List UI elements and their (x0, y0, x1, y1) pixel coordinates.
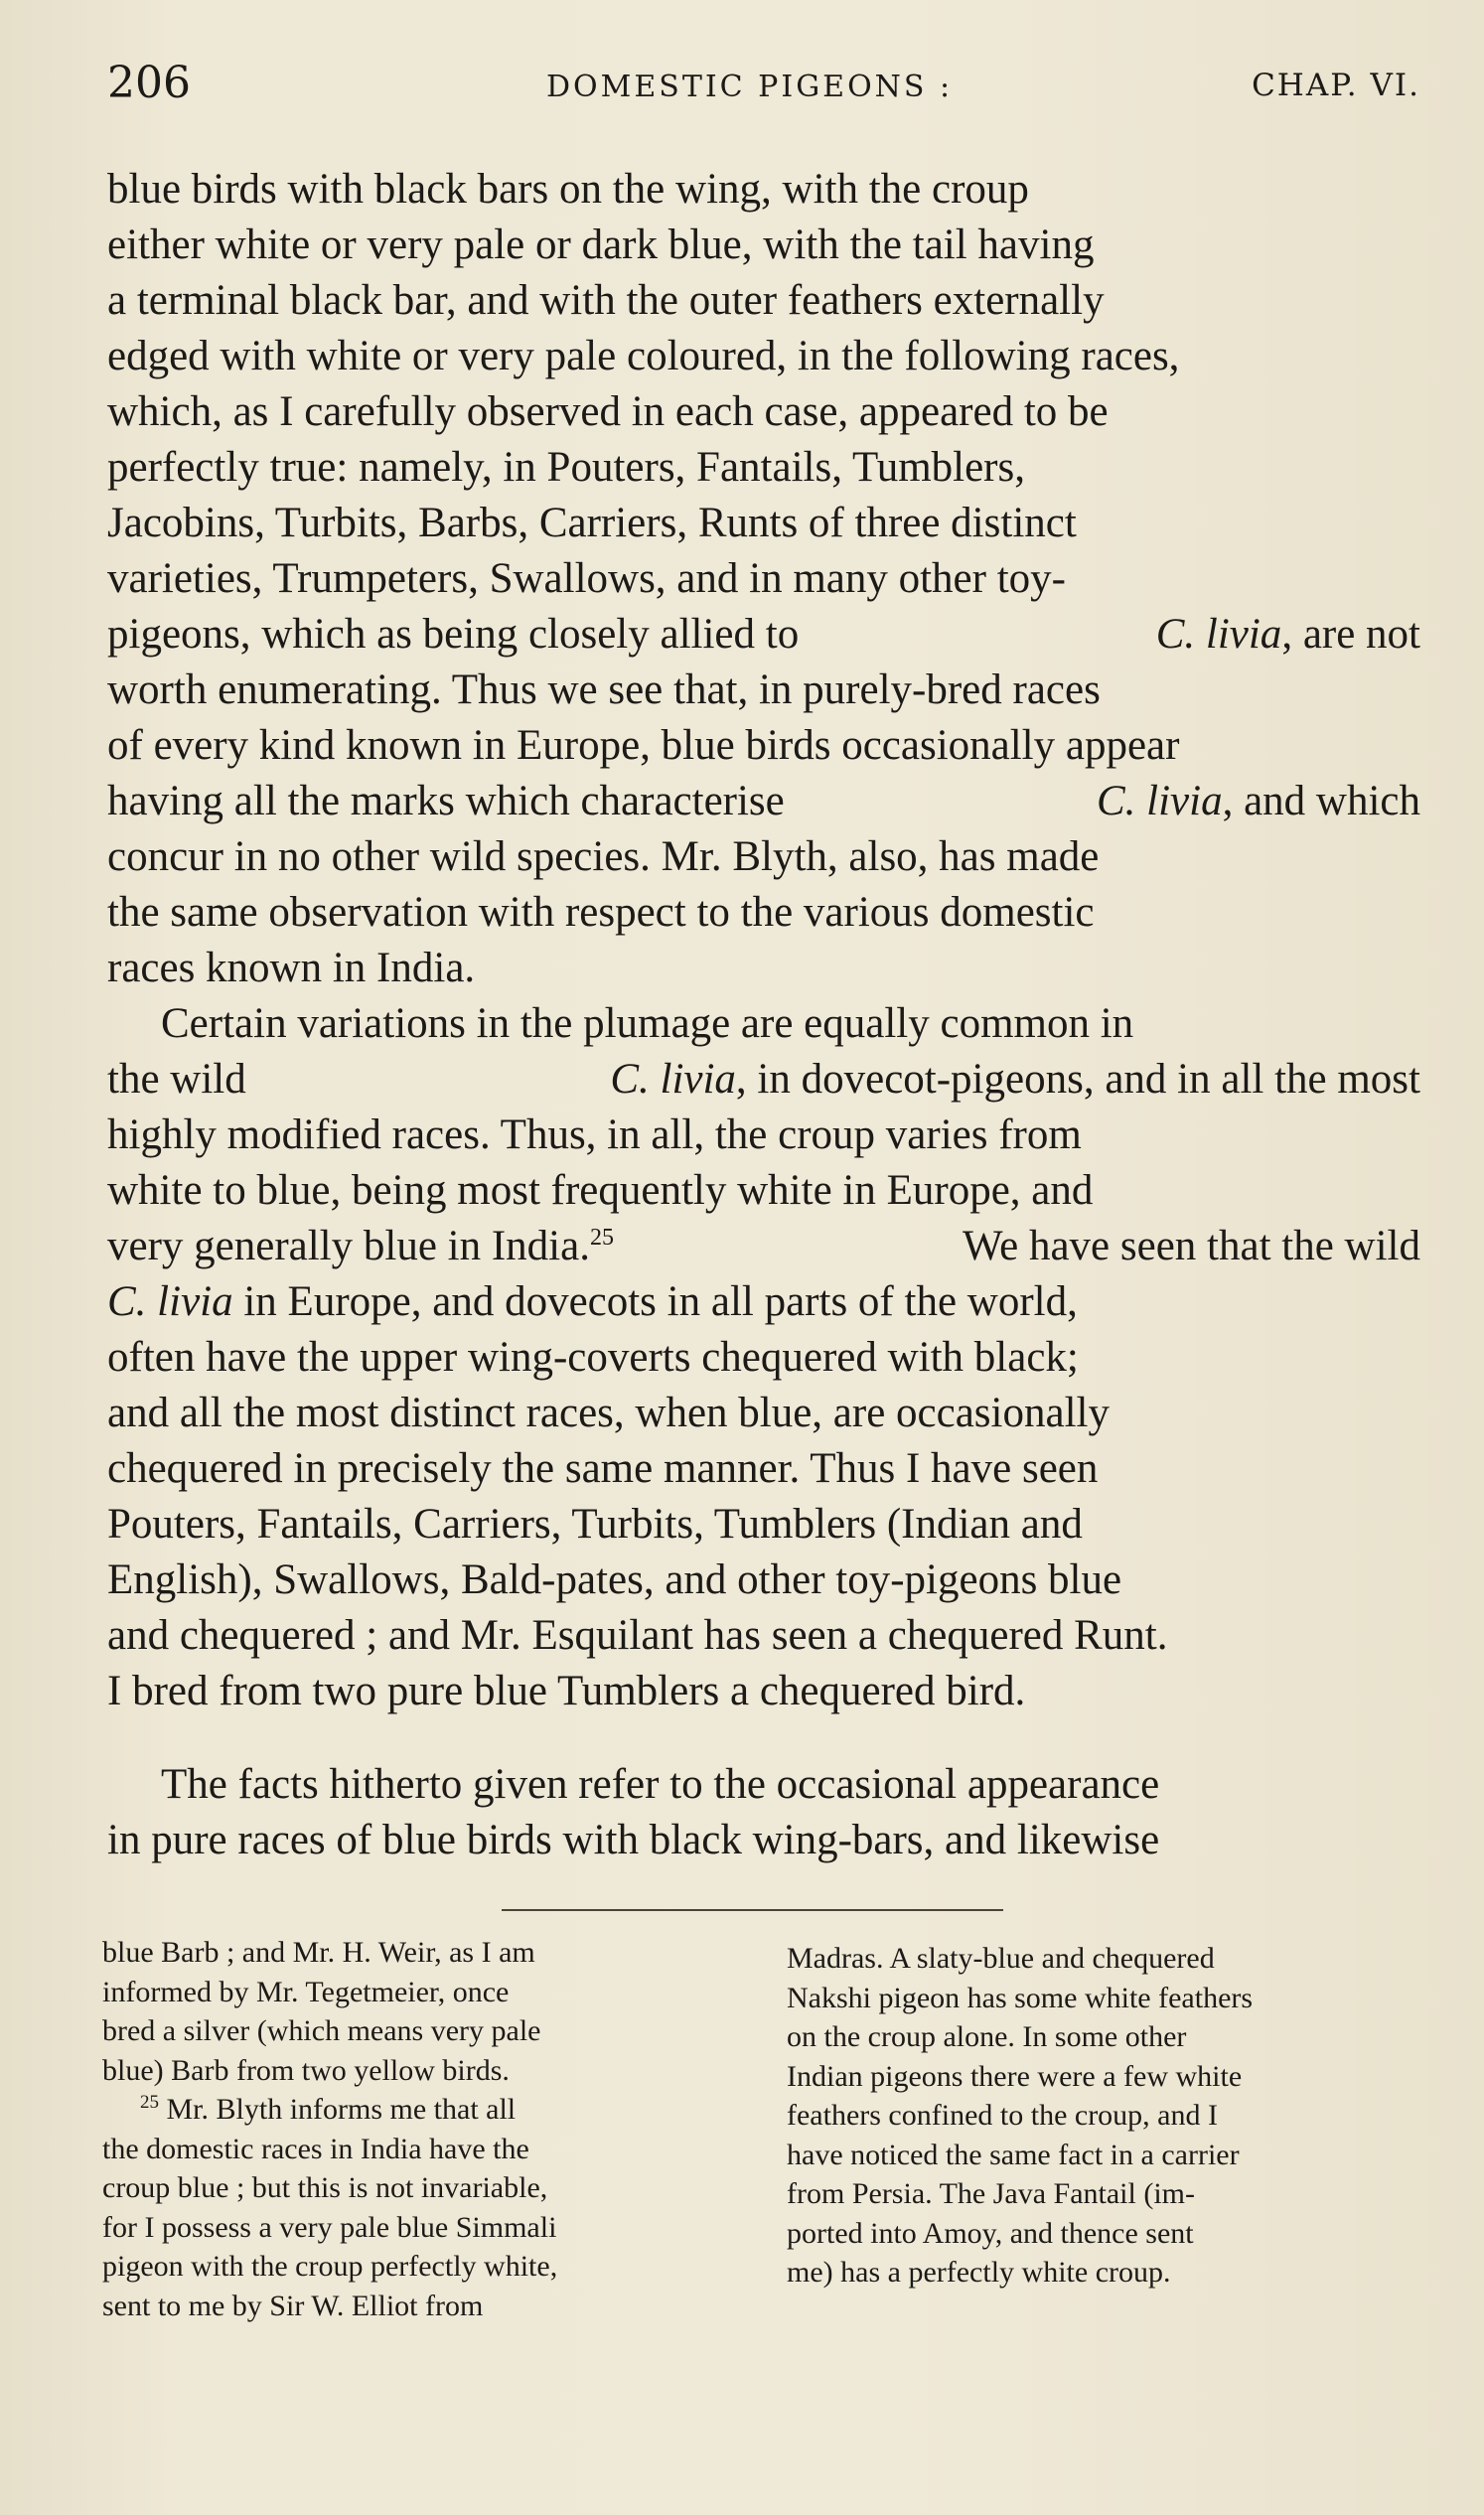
text-line: and all the most distinct races, when blue, are occasionally (107, 1390, 1110, 1436)
species-name: C. livia (1155, 611, 1282, 658)
text-line: The facts hitherto given refer to the occasional appearance (161, 1761, 1160, 1808)
text-line: and chequered ; and Mr. Esquilant has seen a chequered Runt. (107, 1612, 1168, 1659)
footnote-line: have noticed the same fact in a carrier (787, 2138, 1240, 2171)
footnote-line: sent to me by Sir W. Elliot from (102, 2289, 484, 2322)
text-line: often have the upper wing-coverts chequered with black; (107, 1334, 1079, 1381)
species-name: C. livia (1096, 778, 1223, 824)
text-line: the same observation with respect to the various domestic (107, 889, 1095, 936)
page-number: 206 (107, 58, 191, 108)
footnote-number: 25 (140, 2092, 159, 2113)
footnote-reference[interactable]: 25 (589, 1225, 614, 1251)
species-name: C. livia (107, 1278, 233, 1325)
text-line: worth enumerating. Thus we see that, in purely-bred races (107, 666, 1101, 713)
text-fragment: the wild (107, 1056, 246, 1103)
footnote-line: for I possess a very pale blue Simmali (102, 2210, 557, 2244)
text-line: varieties, Trumpeters, Swallows, and in many other toy- (107, 555, 1066, 602)
footnote-line: from Persia. The Java Fantail (im- (787, 2177, 1196, 2210)
main-text (107, 162, 1420, 1868)
text-line: chequered in precisely the same manner. Thus I have seen (107, 1445, 1099, 1492)
text-line: perfectly true: namely, in Pouters, Fantails, Tumblers, (107, 444, 1025, 491)
footnote-line: bred a silver (which means very pale (102, 2014, 541, 2047)
text-fragment: in Europe, and dovecots in all parts of the world, (232, 1278, 1078, 1325)
text-line: blue birds with black bars on the wing, with the croup (107, 166, 1029, 213)
text-fragment: very generally blue in India. (107, 1223, 590, 1269)
text-line (107, 607, 1420, 663)
text-line: either white or very pale or dark blue, with the tail having (107, 222, 1095, 268)
text-line: of every kind known in Europe, blue birds occasionally appear (107, 722, 1180, 769)
text-line: white to blue, being most frequently white in Europe, and (107, 1167, 1094, 1214)
footnote-line: Indian pigeons there were a few white (787, 2059, 1243, 2093)
text-line: which, as I carefully observed in each case, appeared to be (107, 388, 1109, 435)
footnote-line: blue) Barb from two yellow birds. (102, 2053, 510, 2087)
footnote-divider (502, 1909, 1003, 1911)
footnote-line: croup blue ; but this is not invariable, (102, 2171, 548, 2204)
text-line (107, 1219, 1420, 1274)
running-title: DOMESTIC PIGEONS : (546, 70, 954, 104)
footnotes-left-column (102, 1933, 724, 2325)
footnote-line: blue Barb ; and Mr. H. Weir, as I am (102, 1936, 535, 1969)
text-line (107, 1052, 1420, 1108)
footnote-line: me) has a perfectly white croup. (787, 2256, 1171, 2289)
footnote-line: feathers confined to the croup, and I (787, 2099, 1218, 2132)
text-fragment: pigeons, which as being closely allied to (107, 611, 800, 658)
text-line: I bred from two pure blue Tumblers a chequered bird. (107, 1668, 1026, 1714)
text-fragment: having all the marks which characterise (107, 778, 785, 824)
footnote-line: informed by Mr. Tegetmeier, once (102, 1975, 510, 2008)
text-line (107, 774, 1420, 829)
text-line: English), Swallows, Bald-pates, and other toy-pigeons blue (107, 1556, 1122, 1603)
text-fragment: We have seen that the wild (962, 1223, 1420, 1269)
footnote-line: the domestic races in India have the (102, 2132, 529, 2165)
footnote-line: on the croup alone. In some other (787, 2020, 1187, 2053)
footnote-line (102, 2090, 724, 2130)
text-line: Pouters, Fantails, Carriers, Turbits, Tumblers (Indian and (107, 1501, 1083, 1548)
text-line: races known in India. (107, 945, 476, 991)
chapter-label: CHAP. VI. (1252, 68, 1420, 103)
footnote-line: Madras. A slaty-blue and chequered (787, 1942, 1215, 1975)
text-line: concur in no other wild species. Mr. Blyth, also, has made (107, 833, 1100, 880)
footnote-line: ported into Amoy, and thence sent (787, 2216, 1194, 2250)
footnote-line: Nakshi pigeon has some white feathers (787, 1981, 1254, 2014)
text-line: highly modified races. Thus, in all, the croup varies from (107, 1111, 1082, 1158)
page-header (107, 58, 1420, 117)
text-line: a terminal black bar, and with the outer feathers externally (107, 277, 1105, 324)
species-name: C. livia (610, 1056, 736, 1103)
text-line: Jacobins, Turbits, Barbs, Carriers, Runts of three distinct (107, 500, 1077, 546)
paragraph-gap (107, 1719, 1420, 1757)
footnote-line: pigeon with the croup perfectly white, (102, 2250, 558, 2283)
text-line: in pure races of blue birds with black wing-bars, and likewise (107, 1817, 1160, 1863)
text-line (107, 1274, 1420, 1330)
footnotes-right-column (787, 1939, 1416, 2293)
text-line: edged with white or very pale coloured, in the following races, (107, 333, 1180, 379)
text-line: Certain variations in the plumage are equally common in (161, 1000, 1134, 1047)
text-fragment: , in dovecot-pigeons, and in all the most (735, 1056, 1420, 1103)
text-fragment: , and which (1222, 778, 1420, 824)
text-fragment: Mr. Blyth informs me that all (166, 2093, 517, 2126)
text-fragment: , are not (1281, 611, 1420, 658)
